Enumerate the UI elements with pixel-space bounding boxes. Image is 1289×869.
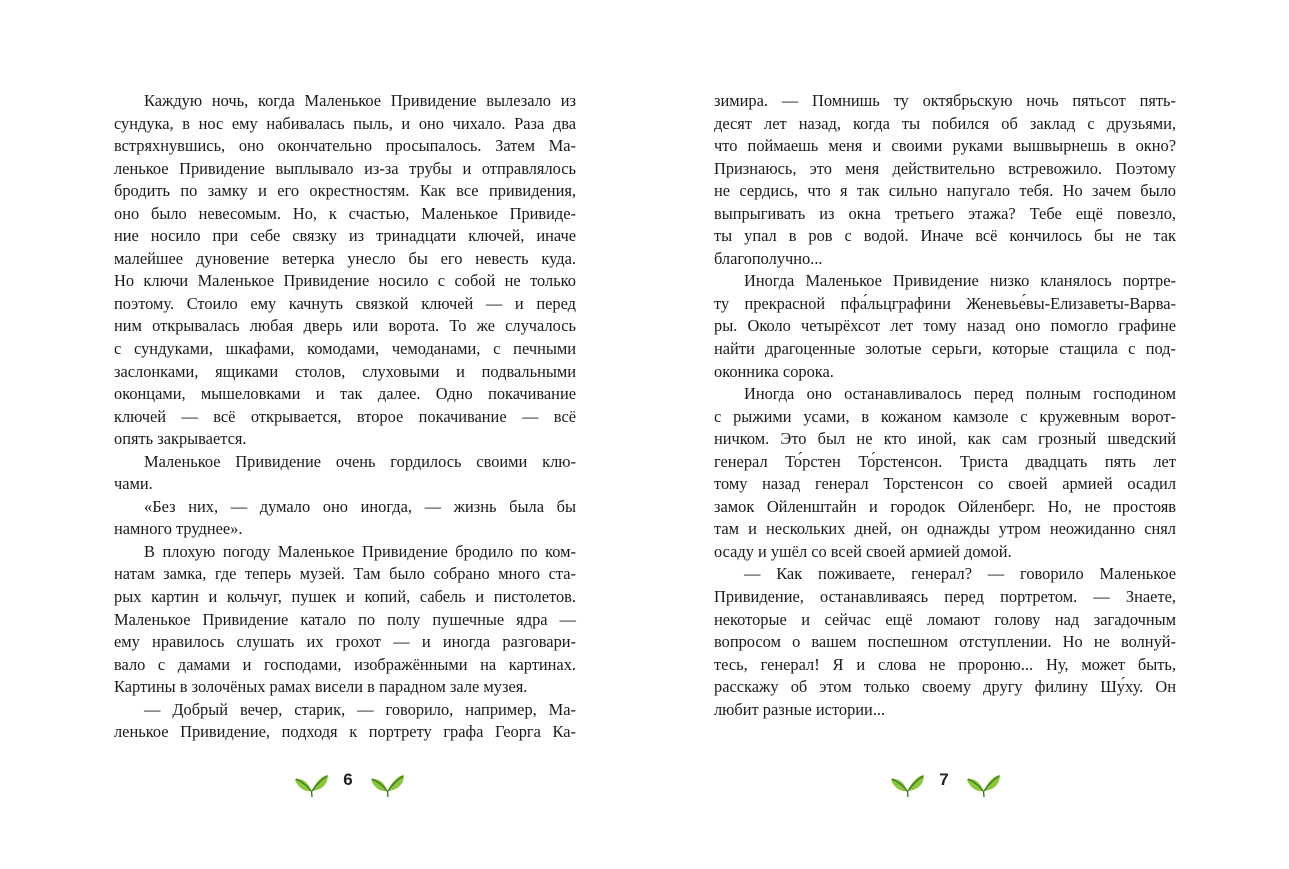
text-line: осаду и ушёл со всей своей армией домой.	[714, 541, 1012, 561]
text-line: ему нравилось слушать их грохот — и иногда разговари-	[114, 632, 576, 652]
page-number: 6	[343, 770, 353, 789]
text-line: оконцами, мышеловками и так далее. Одно покачивание	[114, 384, 576, 404]
text-line: намного труднее».	[114, 519, 243, 539]
text-line: малейшее дуновение ветерка унесло бы его невесть куда.	[114, 248, 576, 268]
text-line: выпрыгивать из окна третьего этажа? Тебе ещё повезло,	[714, 203, 1176, 223]
text-line: Но ключи Маленькое Привидение носило с собой не только	[114, 271, 576, 291]
text-line: вало с дамами и господами, изображёнными на картинах.	[114, 654, 576, 674]
text-line: В плохую погоду Маленькое Привидение бродило по ком-	[144, 541, 576, 561]
leaf-sprig-icon	[888, 765, 926, 799]
text-line: с сундуками, шкафами, комодами, чемоданами, с печными	[114, 339, 576, 359]
text-line: натам замка, где теперь музей. Там было собрано много ста-	[114, 564, 576, 584]
text-line: зимира. — Помнишь ту октябрьскую ночь пятьсот пять-	[714, 91, 1176, 110]
leaf-sprig-icon	[292, 765, 330, 799]
text-line: тому назад генерал Торстенсон со своей армией осадил	[714, 474, 1176, 494]
text-line: ним открывалась любая дверь или ворота. То же случалось	[114, 316, 576, 336]
left-page-text	[114, 90, 576, 744]
right-page-text	[714, 90, 1176, 721]
text-line: десят лет назад, когда ты побился об заклад с друзьями,	[714, 113, 1176, 133]
text-line: ленькое Привидение, подходя к портрету графа Георга Ка-	[114, 722, 576, 742]
text-line: ту прекрасной пфа́льцграфини Женевье́вы-Елизаветы-Варва-	[714, 293, 1176, 313]
text-line: встряхнувшись, оно окончательно просыпалось. Затем Ма-	[114, 136, 576, 156]
text-line: оконника сорока.	[714, 361, 834, 381]
text-line: там и нескольких дней, он однажды утром неожиданно снял	[714, 519, 1176, 539]
left-page-folio	[288, 765, 408, 799]
text-line: чами.	[114, 474, 153, 494]
text-line: вопросом о вашем поспешном отступлении. Но не волнуй-	[714, 632, 1176, 652]
text-line: ты упал в ров с водой. Иначе всё кончилось бы не так	[714, 226, 1176, 246]
text-line: расскажу об этом только своему другу филину Шу́ху. Он	[714, 677, 1176, 697]
text-line: «Без них, — думало оно иногда, — жизнь была бы	[144, 496, 576, 516]
leaf-sprig-icon	[964, 765, 1002, 799]
text-line: Иногда Маленькое Привидение низко кланялось портре-	[744, 271, 1176, 291]
text-line: поэтому. Стоило ему качнуть связкой ключей — и перед	[114, 293, 576, 313]
text-line: найти драгоценные золотые серьги, которые стащила с под-	[714, 339, 1176, 359]
text-line: не сердись, что я так сильно напугало тебя. Но зачем было	[714, 181, 1176, 201]
text-line: тесь, генерал! Я и слова не пророню... Ну, может быть,	[714, 654, 1176, 674]
text-line: Маленькое Привидение катало по полу пушечные ядра —	[114, 609, 576, 629]
text-line: ленькое Привидение выплывало из-за трубы и отправлялось	[114, 158, 576, 178]
text-line: ние носило при себе связку из тринадцати ключей, иначе	[114, 226, 576, 246]
text-line: Признаюсь, это меня действительно встревожило. Поэтому	[714, 158, 1176, 178]
text-line: Картины в золочёных рамах висели в парадном зале музея.	[114, 677, 528, 697]
text-line: замок Ойленштайн и городок Ойленберг. Но, не простояв	[714, 496, 1176, 516]
page-number: 7	[939, 770, 949, 789]
leaf-sprig-icon	[368, 765, 406, 799]
text-line: что поймаешь меня и своими руками вышвырнешь в окно?	[714, 136, 1176, 156]
text-line: Привидение, останавливаясь перед портретом. — Знаете,	[714, 587, 1176, 607]
text-line: рых картин и кольчуг, пушек и копий, сабель и пистолетов.	[114, 587, 576, 607]
text-line: — Добрый вечер, старик, — говорило, например, Ма-	[144, 699, 576, 719]
text-line: любит разные истории...	[714, 699, 886, 719]
text-line: ключей — всё открывается, второе покачивание — всё	[114, 406, 576, 426]
text-line: опять закрывается.	[114, 429, 247, 449]
text-line: оно было невесомым. Но, к счастью, Маленькое Привиде-	[114, 203, 576, 223]
text-line: с рыжими усами, в кожаном камзоле с кружевным ворот-	[714, 406, 1176, 426]
text-line: Маленькое Привидение очень гордилось своими клю-	[144, 451, 576, 471]
text-line: некоторые и сейчас ещё ломают голову над загадочным	[714, 609, 1176, 629]
text-line: сундука, в нос ему набивалась пыль, и оно чихало. Раза два	[114, 113, 576, 133]
text-line: бродить по замку и его окрестностям. Как все привидения,	[114, 181, 576, 201]
text-line: Иногда оно останавливалось перед полным господином	[744, 384, 1176, 404]
text-line: ры. Около четырёхсот лет тому назад оно помогло графине	[714, 316, 1176, 336]
text-line: генерал То́рстен То́рстенсон. Триста двадцать пять лет	[714, 451, 1176, 471]
text-line: ничком. Это был не кто иной, как сам грозный шведский	[714, 429, 1176, 449]
right-page-folio	[884, 765, 1004, 799]
text-line: благополучно...	[714, 248, 823, 268]
text-line: Каждую ночь, когда Маленькое Привидение вылезало из	[144, 91, 576, 110]
text-line: — Как поживаете, генерал? — говорило Маленькое	[744, 564, 1176, 584]
text-line: заслонками, ящиками столов, слуховыми и подвальными	[114, 361, 576, 381]
